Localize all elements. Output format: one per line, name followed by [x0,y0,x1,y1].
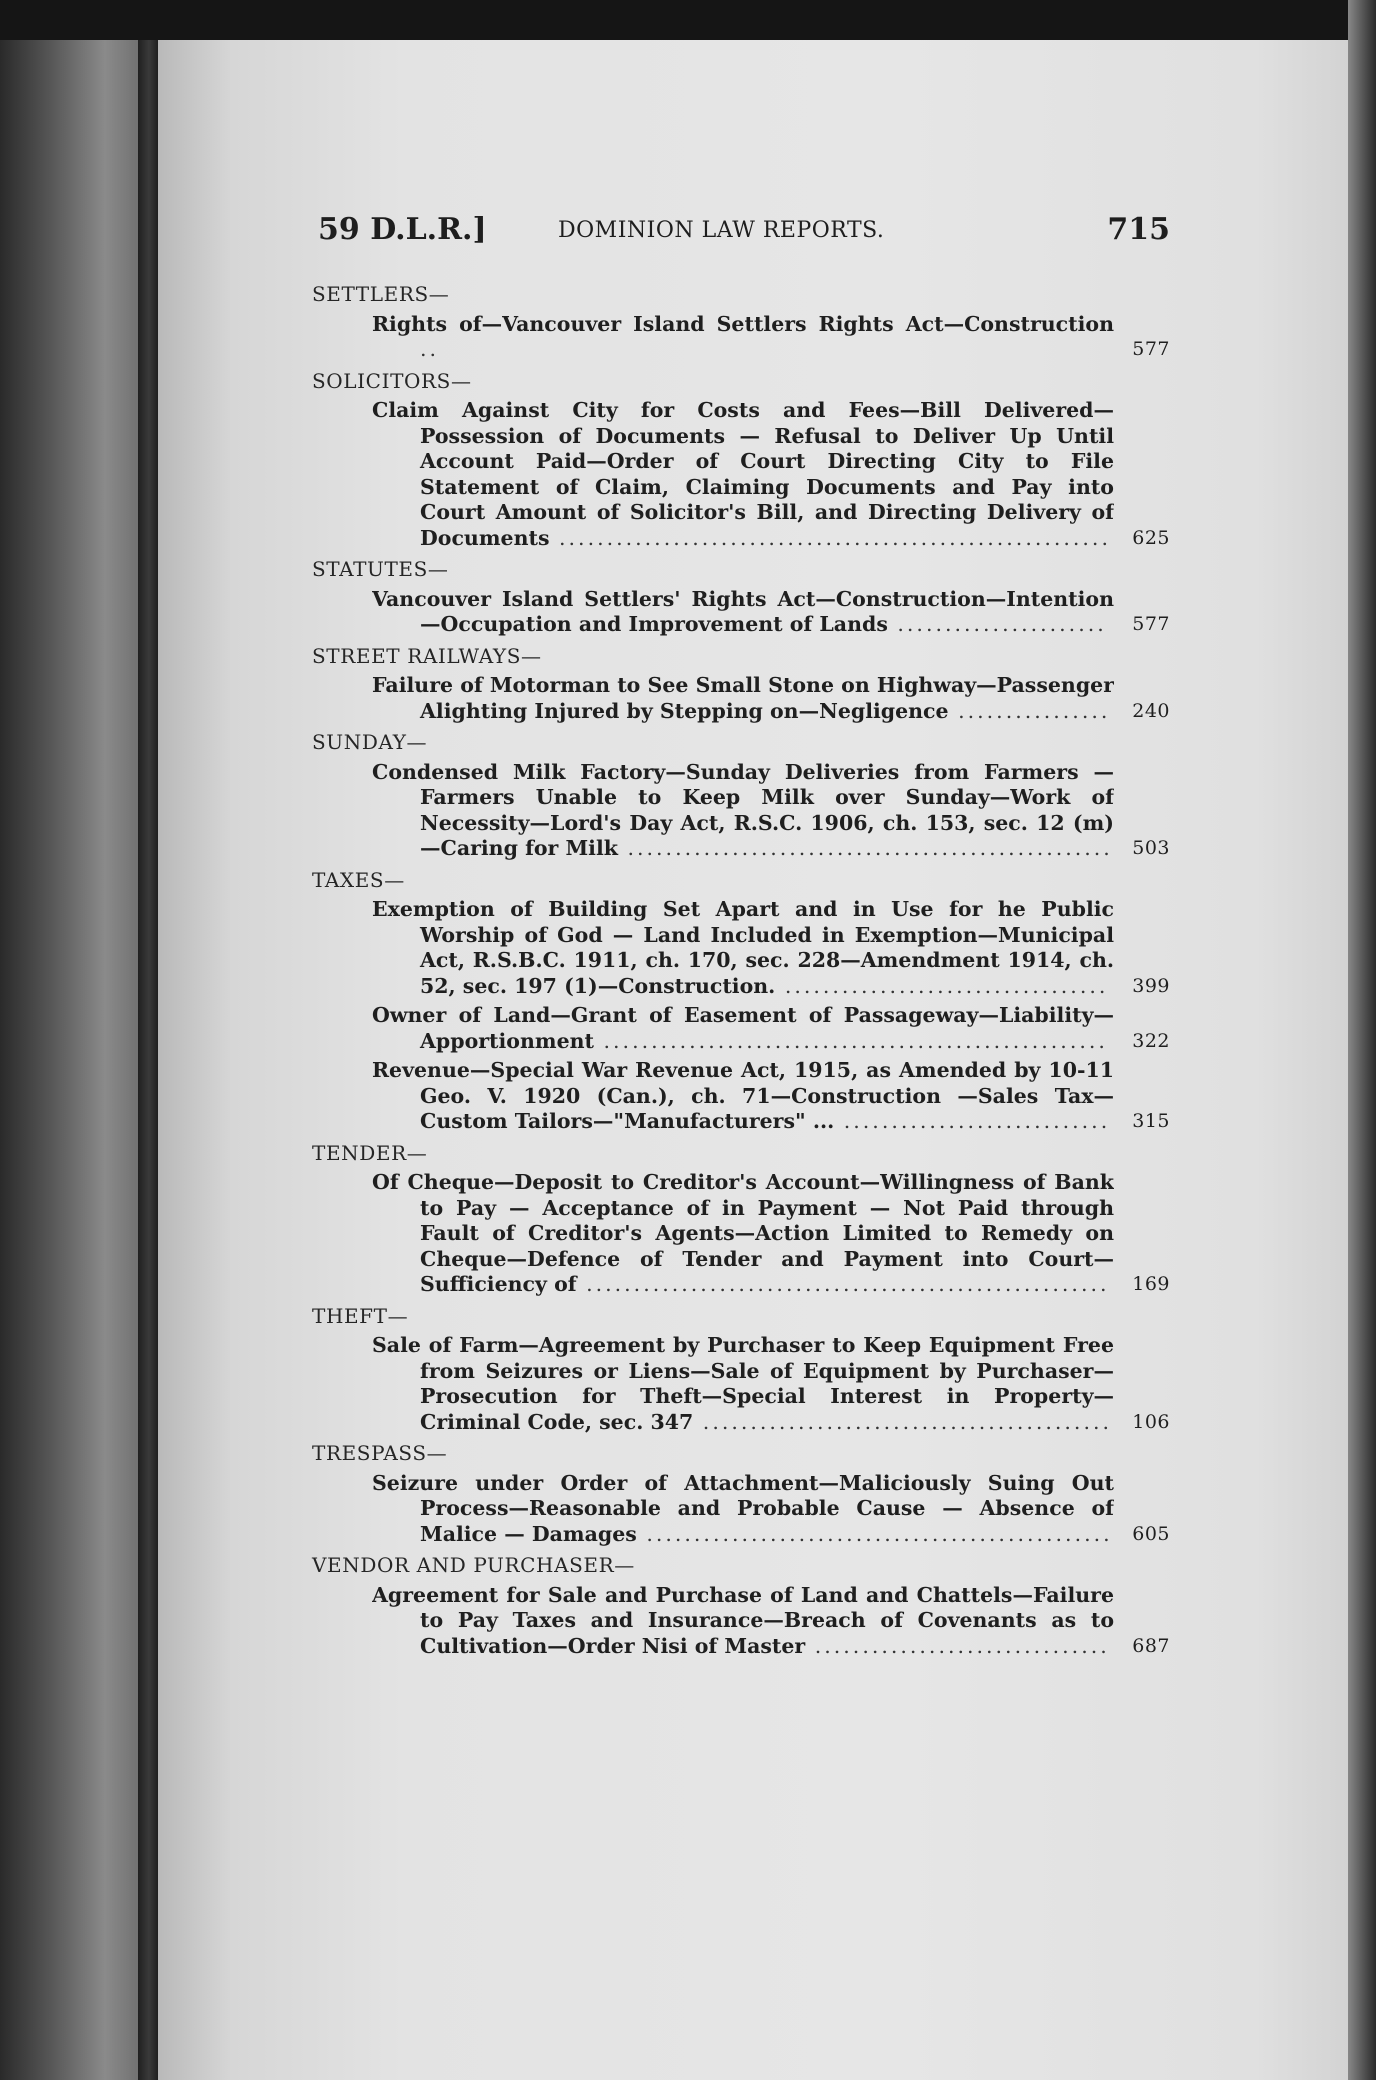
entry-description: Sale of Farm—Agreement by Purchaser to Keep Equipment Free from Seizures or Liens—Sale of Equipment by Purchaser—Prosecution for Theft—Special Interest in Property—Criminal Code, sec. 347 [372,1333,1114,1434]
section-heading: SETTLERS— [312,282,450,306]
entry-page-number: 106 [1132,1410,1170,1433]
right-border [1348,0,1376,2080]
index-section [312,369,1170,552]
entry-page-number: 605 [1132,1522,1170,1545]
entry-description: Exemption of Building Set Apart and in Use for he Public Worship of God — Land Included in Exemption—Municipal Act, R.S.B.C. 1911, ch. 170, sec. 228—Amendment 1914, ch. 52, sec. 197 (1)—Construction. [372,897,1114,998]
leader-dots: ............................ [834,1109,1111,1133]
entry-description: Revenue—Special War Revenue Act, 1915, as Amended by 10-11 Geo. V. 1920 (Can.), ch. 71—Construction —Sales Tax—Custom Tailors—"Manufacturers" ... [372,1058,1114,1133]
entry-page-number: 169 [1132,1273,1170,1295]
section-heading: TENDER— [312,1140,428,1165]
leader-dots: ................................................... [617,836,1113,860]
entry-page-number: 240 [1132,699,1170,722]
section-heading: SOLICITORS— [312,368,472,393]
leader-dots: ................................................. [636,1521,1113,1546]
index-section [312,644,1170,725]
index-entry [372,1003,1170,1054]
entry-page-number: 315 [1132,1110,1170,1132]
entry-text-block [372,760,1114,862]
book-binding [138,40,160,2080]
running-head [318,212,1170,256]
index-entry [372,897,1170,999]
entry-text-block [372,1003,1114,1054]
index-entry [372,1333,1170,1435]
index-section [312,1304,1170,1436]
subject-index [312,282,1170,1665]
entry-description: Owner of Land—Grant of Easement of Passageway—Liability—Apportionment [372,1003,1114,1053]
leader-dots: .................................. [775,973,1109,998]
leader-dots: ............................... [805,1633,1110,1658]
index-entry [372,760,1170,862]
entry-text-block [372,1333,1114,1435]
entry-text-block [372,312,1114,363]
index-entry [372,398,1170,551]
index-section [312,730,1170,862]
entry-text-block [372,587,1114,638]
entry-page-number: 322 [1132,1029,1170,1052]
section-heading: STREET RAILWAYS— [312,643,542,668]
volume-label: 59 D.L.R.] [318,212,487,247]
index-section [312,1441,1170,1547]
entry-text-block [372,1471,1114,1548]
facing-page-edge [0,40,150,2080]
index-entry [372,1170,1170,1298]
section-heading: TRESPASS— [312,1441,448,1465]
entry-description: Seizure under Order of Attachment—Maliciously Suing Out Process—Reasonable and Probable Cause — Absence of Malice — Damages [372,1470,1114,1546]
leader-dots: ....................................................... [576,1272,1110,1296]
entry-text-block [372,398,1114,551]
page-number: 715 [1107,212,1170,247]
section-heading: STATUTES— [312,557,449,581]
entry-text-block [372,1583,1114,1660]
leader-dots: ...................... [887,612,1107,636]
index-entry [372,673,1170,724]
journal-title: DOMINION LAW REPORTS. [558,218,885,243]
index-entry [372,1583,1170,1660]
index-section [312,1141,1170,1298]
leader-dots: .. [420,337,440,361]
entry-page-number: 577 [1132,613,1170,635]
entry-text-block [372,1170,1114,1298]
entry-page-number: 399 [1132,974,1170,997]
entry-description: Vancouver Island Settlers' Rights Act—Construction—Intention—Occupation and Improvement of Lands [372,586,1114,636]
index-entry [372,1058,1170,1135]
entry-page-number: 625 [1132,526,1170,549]
index-entry [372,587,1170,638]
leader-dots: ................ [948,698,1111,723]
entry-text-block [372,897,1114,999]
index-section [312,1553,1170,1659]
entry-description: Of Cheque—Deposit to Creditor's Account—Willingness of Bank to Pay — Acceptance of in Payment — Not Paid through Fault of Creditor's Agents—Action Limited to Remedy on Cheque—Defence of Tender and Payment into Court—Sufficiency of [372,1170,1114,1296]
entry-description: Rights of—Vancouver Island Settlers Rights Act—Construction [372,311,1114,336]
section-heading: THEFT— [312,1303,409,1328]
index-section [312,557,1170,638]
entry-description: Failure of Motorman to See Small Stone on Highway—Passenger Alighting Injured by Stepping on—Negligence [372,673,1114,723]
entry-description: Agreement for Sale and Purchase of Land and Chattels—Failure to Pay Taxes and Insurance—Breach of Covenants as to Cultivation—Order Nisi of Master [372,1582,1114,1658]
section-heading: VENDOR AND PURCHASER— [312,1553,635,1577]
index-entry [372,312,1170,363]
section-heading: SUNDAY— [312,730,428,754]
index-entry [372,1471,1170,1548]
leader-dots: ..................................................... [594,1028,1108,1053]
leader-dots: ........................................... [693,1409,1113,1434]
entry-page-number: 503 [1132,837,1170,859]
index-section [312,282,1170,363]
entry-description: Claim Against City for Costs and Fees—Bill Delivered—Possession of Documents — Refusal to Deliver Up Until Account Paid—Order of Court Directing City to File Statement of Claim, Claiming Documents and Pay into Court Amount of Solicitor's Bill, and Directing Delivery of Documents [372,398,1114,550]
entry-text-block [372,1058,1114,1135]
top-border [0,0,1376,40]
leader-dots: .......................................................... [549,525,1111,550]
entry-text-block [372,673,1114,724]
index-section [312,868,1170,1135]
section-heading: TAXES— [312,867,405,892]
entry-page-number: 577 [1132,338,1170,360]
entry-description: Condensed Milk Factory—Sunday Deliveries from Farmers —Farmers Unable to Keep Milk over Sunday—Work of Necessity—Lord's Day Act, R.S.C. 1906, ch. 153, sec. 12 (m)—Caring for Milk [372,759,1114,860]
entry-page-number: 687 [1132,1634,1170,1657]
